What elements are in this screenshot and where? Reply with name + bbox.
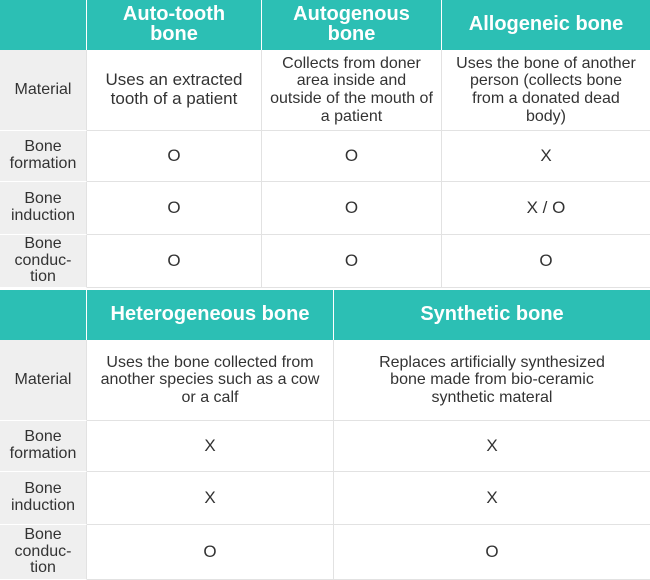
header-label: Synthetic bone (420, 303, 564, 326)
cell-text: O (539, 251, 553, 271)
table-cell (262, 50, 442, 131)
row-label-bone-induction (0, 182, 87, 235)
table-cell (334, 472, 650, 525)
cell-text: O (167, 198, 181, 218)
row-label-bone-formation (0, 131, 87, 182)
cell-text: X (486, 488, 498, 508)
table-cell (262, 131, 442, 182)
cell-text: O (344, 146, 359, 166)
cell-text: X (540, 146, 552, 166)
row-label: Bone induction (10, 480, 76, 514)
cell-text: X (204, 436, 216, 456)
cell-text: Uses the bone collected from another species such as a cow or a calf (100, 353, 320, 406)
cell-text: O (344, 251, 359, 271)
row-label: Bone formation (9, 428, 77, 462)
cell-text: O (485, 542, 499, 562)
header-corner-cell (0, 290, 87, 340)
comparison-table-2 (0, 290, 650, 580)
cell-text: Replaces artificially synthesized bone made from bio-ceramic synthetic materal (379, 353, 605, 406)
table-cell (87, 421, 334, 472)
row-label: Bone conduc-tion (14, 525, 72, 577)
header-label: Autogenous bone (293, 3, 410, 45)
table-cell (87, 235, 262, 288)
table-cell (87, 50, 262, 131)
header-corner-cell (0, 0, 87, 50)
comparison-table-1 (0, 0, 650, 288)
table-cell (334, 525, 650, 580)
table-cell (87, 525, 334, 580)
row-label: Bone induction (10, 190, 76, 224)
cell-text: O (203, 542, 217, 562)
cell-text: O (344, 198, 359, 218)
table-cell (87, 131, 262, 182)
table-cell (334, 421, 650, 472)
header-label: Heterogeneous bone (110, 303, 310, 326)
cell-text: Collects from doner area inside and outside of the mouth of a patient (270, 54, 433, 125)
header-synthetic-bone (334, 290, 650, 340)
table-cell (87, 182, 262, 235)
header-auto-tooth-bone (87, 0, 262, 50)
row-label: Bone formation (9, 138, 77, 172)
header-allogeneic-bone (442, 0, 650, 50)
table-cell (262, 235, 442, 288)
table-cell (442, 182, 650, 235)
table-cell (87, 340, 334, 421)
cell-text: O (167, 251, 181, 271)
row-label: Material (14, 370, 72, 388)
row-label-material (0, 50, 87, 131)
row-label-bone-conduction (0, 525, 87, 580)
table-cell (442, 235, 650, 288)
row-label: Material (14, 80, 72, 98)
header-autogenous-bone (262, 0, 442, 50)
table-cell (87, 472, 334, 525)
cell-text: Uses an extracted tooth of a patient (105, 70, 243, 108)
cell-text: O (167, 146, 181, 166)
cell-text: X (486, 436, 498, 456)
cell-text: Uses the bone of another person (collects bone from a donated dead body) (456, 54, 636, 125)
header-heterogeneous-bone (87, 290, 334, 340)
header-label: Allogeneic bone (468, 13, 624, 36)
cell-text: X (204, 488, 216, 508)
table-cell (334, 340, 650, 421)
row-label: Bone conduc-tion (14, 234, 72, 286)
row-label-bone-conduction (0, 235, 87, 288)
cell-text: X / O (526, 198, 566, 218)
row-label-bone-formation (0, 421, 87, 472)
row-label-bone-induction (0, 472, 87, 525)
table-cell (262, 182, 442, 235)
header-label: Auto-tooth bone (122, 3, 226, 45)
row-label-material (0, 340, 87, 421)
table-cell (442, 50, 650, 131)
table-cell (442, 131, 650, 182)
